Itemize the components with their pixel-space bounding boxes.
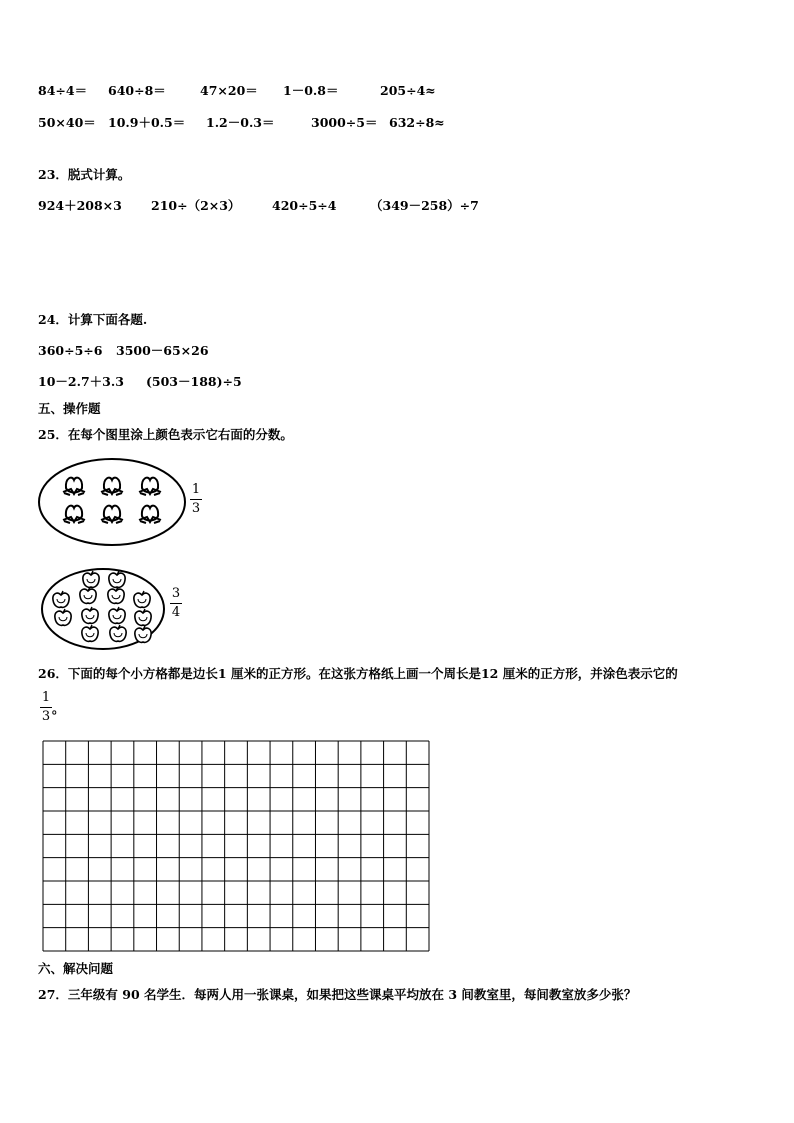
section-heading-5: 五、操作题 xyxy=(38,401,101,416)
peach-icon[interactable] xyxy=(139,478,161,495)
fraction-one-third xyxy=(40,690,52,725)
calc-expression: 360÷5÷6 xyxy=(38,343,103,358)
oral-calc-item: 47×20＝ xyxy=(200,83,258,98)
fraction-bar xyxy=(190,499,202,500)
calc-expression: 420÷5÷4 xyxy=(272,198,337,213)
apple-icon[interactable] xyxy=(135,609,151,625)
peach-icon[interactable] xyxy=(63,478,85,495)
fraction-denominator: 4 xyxy=(171,605,181,620)
apple-group-figure[interactable] xyxy=(40,566,168,652)
fraction-numerator: 1 xyxy=(41,690,51,705)
apple-icon[interactable] xyxy=(80,587,96,603)
apple-icon[interactable] xyxy=(135,626,151,642)
question-23-title: 23．脱式计算。 xyxy=(38,167,131,182)
oral-calc-item: 205÷4≈ xyxy=(380,83,436,98)
question-26-title: 26．下面的每个小方格都是边长1 厘米的正方形。在这张方格纸上画一个周长是12 厘米的正方形，并涂色表示它的 xyxy=(38,666,678,681)
peach-icon[interactable] xyxy=(101,478,123,495)
section-heading-6: 六、解决问题 xyxy=(38,961,114,976)
question-26-tail: 。 xyxy=(52,701,65,716)
apple-icon[interactable] xyxy=(53,591,69,607)
question-27-title: 27．三年级有 90 名学生．每两人用一张课桌，如果把这些课桌平均放在 3 间教室里，每间教室放多少张？ xyxy=(38,987,637,1002)
apple-icon[interactable] xyxy=(82,625,98,641)
oral-calc-item: 1－0.8＝ xyxy=(283,83,339,98)
oral-calc-item: 10.9＋0.5＝ xyxy=(108,115,186,130)
fraction-denominator: 3 xyxy=(191,501,201,516)
question-24-title: 24．计算下面各题. xyxy=(38,312,148,327)
calc-expression: 924＋208×3 xyxy=(38,198,122,213)
oral-calc-item: 632÷8≈ xyxy=(389,115,445,130)
calc-expression: (503－188)÷5 xyxy=(146,374,242,389)
peach-group-figure[interactable] xyxy=(36,456,188,548)
apple-icon[interactable] xyxy=(55,609,71,625)
fraction-bar xyxy=(40,707,52,708)
calc-expression: 3500－65×26 xyxy=(116,343,209,358)
square-grid-paper[interactable] xyxy=(42,740,432,953)
oral-calc-item: 640÷8＝ xyxy=(108,83,166,98)
calc-expression: 210÷（2×3） xyxy=(151,198,241,213)
calc-expression: 10－2.7＋3.3 xyxy=(38,374,124,389)
apple-icon[interactable] xyxy=(83,571,99,587)
fraction-three-quarters xyxy=(170,586,182,621)
apple-icon[interactable] xyxy=(109,571,125,587)
peach-icon[interactable] xyxy=(139,506,161,523)
fraction-one-third xyxy=(190,482,202,517)
fraction-denominator: 3 xyxy=(41,709,51,724)
question-25-title: 25．在每个图里涂上颜色表示它右面的分数。 xyxy=(38,427,293,442)
oral-calc-item: 1.2－0.3＝ xyxy=(206,115,275,130)
calc-expression: （349－258）÷7 xyxy=(370,198,479,213)
apple-icon[interactable] xyxy=(110,625,126,641)
peach-icon[interactable] xyxy=(63,506,85,523)
figure-ellipse xyxy=(39,459,185,545)
apple-icon[interactable] xyxy=(82,607,98,623)
fraction-bar xyxy=(170,603,182,604)
oral-calc-item: 84÷4＝ xyxy=(38,83,88,98)
peach-icon[interactable] xyxy=(101,506,123,523)
apple-icon[interactable] xyxy=(134,591,150,607)
apple-icon[interactable] xyxy=(108,587,124,603)
oral-calc-item: 3000÷5＝ xyxy=(311,115,378,130)
fraction-numerator: 1 xyxy=(191,482,201,497)
oral-calc-item: 50×40＝ xyxy=(38,115,96,130)
fraction-numerator: 3 xyxy=(171,586,181,601)
apple-icon[interactable] xyxy=(109,607,125,623)
